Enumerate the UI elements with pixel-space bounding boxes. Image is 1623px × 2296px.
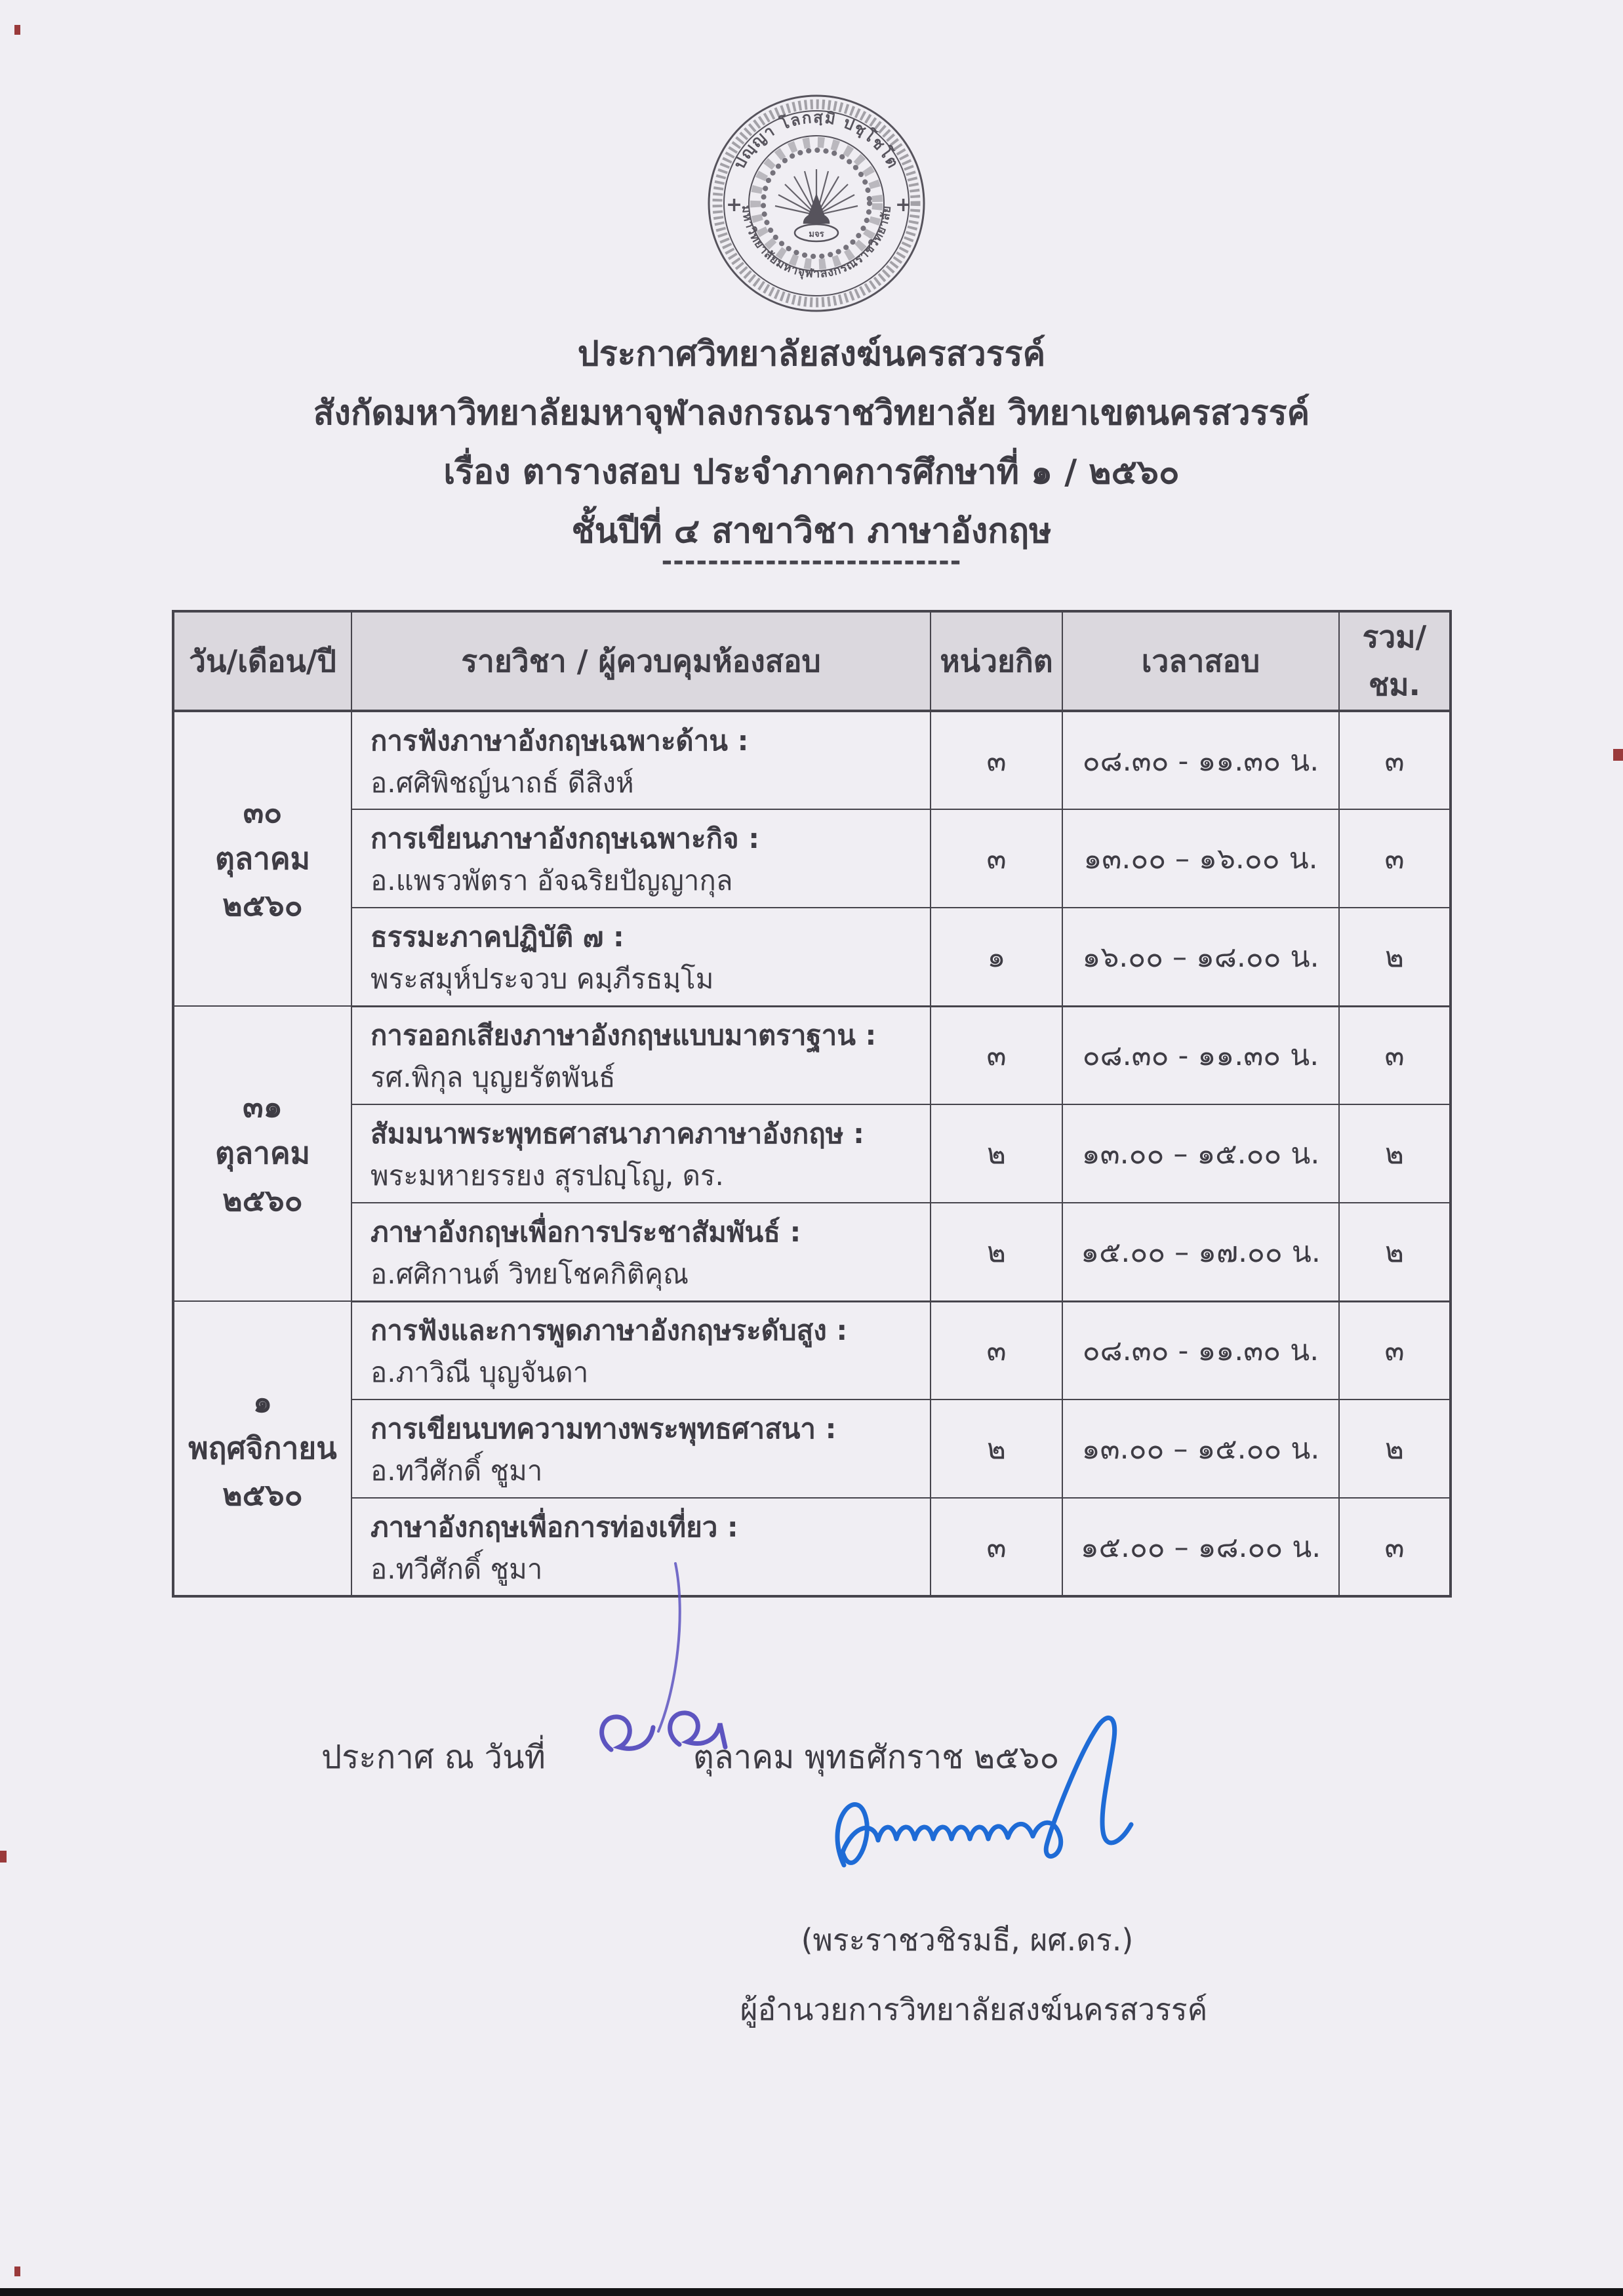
table-row (173, 1301, 1451, 1400)
credits-cell: ๒ (931, 1104, 1062, 1203)
exam-date-cell (173, 1301, 351, 1596)
total-hours-cell: ๓ (1339, 809, 1451, 908)
credits-cell: ๒ (931, 1203, 1062, 1301)
course-cell (351, 908, 931, 1006)
exam-time-cell: ๐๘.๓๐ - ๑๑.๓๐ น. (1062, 1006, 1339, 1104)
handwritten-numeral-2 (670, 1713, 725, 1747)
course-name: ภาษาอังกฤษเพื่อการท่องเที่ยว : (371, 1510, 738, 1543)
course-name: การเขียนภาษาอังกฤษเฉพาะกิจ : (371, 822, 760, 855)
course-cell (351, 809, 931, 908)
handwritten-numeral-1 (602, 1717, 653, 1750)
seal-left-cross-icon: + (726, 193, 743, 216)
instructor-name: อ.ภาวิณี บุญจันดา (371, 1356, 589, 1389)
seal-base-abbrev-text: มจร (809, 230, 824, 239)
scan-artifact-red-mark (14, 25, 20, 35)
exam-date-year: ๒๕๖๐ (222, 1182, 303, 1218)
course-cell (351, 1400, 931, 1498)
course-name: ธรรมะภาคปฏิบัติ ๗ : (371, 920, 624, 953)
exam-time-cell: ๐๘.๓๐ - ๑๑.๓๐ น. (1062, 1301, 1339, 1400)
instructor-name: อ.ศศิกานต์ วิทยโชคกิติคุณ (371, 1257, 689, 1290)
instructor-name: อ.ทวีศักดิ์ ชูมา (371, 1455, 543, 1487)
handwriting-pen-tail (658, 1563, 680, 1731)
instructor-name: รศ.พิกุล บุญยรัตพันธ์ (371, 1061, 616, 1094)
total-hours-cell: ๓ (1339, 1498, 1451, 1596)
total-hours-cell: ๓ (1339, 1006, 1451, 1104)
total-hours-cell: ๒ (1339, 908, 1451, 1006)
credits-cell: ๓ (931, 711, 1062, 809)
instructor-name: พระสมุห์ประจวบ คมฺภีรธมฺโม (371, 962, 714, 995)
course-name: การฟังและการพูดภาษาอังกฤษระดับสูง : (371, 1314, 848, 1347)
exam-date-year: ๒๕๖๐ (222, 887, 303, 923)
instructor-name: พระมหายรรยง สุรปญฺโญ, ดร. (371, 1159, 724, 1192)
seal-right-cross-icon: + (895, 193, 912, 216)
table-row (173, 908, 1451, 1006)
exam-date-month: ตุลาคม (215, 1135, 310, 1171)
table-header-credits: หน่วยกิต (931, 611, 1062, 711)
course-cell (351, 1006, 931, 1104)
exam-date-day: ๓๑ (243, 1089, 283, 1125)
signer-position: ผู้อำนวยการวิทยาลัยสงฆ์นครสวรรค์ (740, 1992, 1208, 2027)
scan-bottom-edge (0, 2288, 1623, 2296)
scan-artifact-red-mark (1613, 749, 1623, 761)
course-name: การเขียนบทความทางพระพุทธศาสนา : (371, 1413, 837, 1445)
title-separator-dashes: -------------------------- (661, 546, 962, 576)
document-title-line-1: ประกาศวิทยาลัยสงฆ์นครสวรรค์ (577, 334, 1046, 374)
course-name: การฟังภาษาอังกฤษเฉพาะด้าน : (371, 724, 749, 757)
table-header-row (173, 611, 1451, 711)
course-cell (351, 1301, 931, 1400)
document-title-line-2: สังกัดมหาวิทยาลัยมหาจุฬาลงกรณราชวิทยาลัย วิทยาเขตนครสวรรค์ (313, 393, 1310, 433)
credits-cell: ๑ (931, 908, 1062, 1006)
exam-date-month: พฤศจิกายน (188, 1430, 337, 1466)
table-row (173, 1203, 1451, 1301)
course-cell (351, 1104, 931, 1203)
exam-date-month: ตุลาคม (215, 840, 310, 876)
table-header-time: เวลาสอบ (1062, 611, 1339, 711)
table-row (173, 711, 1451, 809)
exam-schedule-table (172, 610, 1452, 1598)
credits-cell: ๒ (931, 1400, 1062, 1498)
course-cell (351, 1203, 931, 1301)
document-title-block (0, 325, 1623, 561)
announcement-prefix: ประกาศ ณ วันที่ (321, 1739, 546, 1776)
instructor-name: อ.ทวีศักดิ์ ชูมา (371, 1552, 543, 1585)
announcement-suffix: ตุลาคม พุทธศักราช ๒๕๖๐ (692, 1739, 1060, 1776)
exam-time-cell: ๑๕.๐๐ – ๑๗.๐๐ น. (1062, 1203, 1339, 1301)
credits-cell: ๓ (931, 809, 1062, 908)
instructor-name: อ.ศศิพิชญ์นาถธ์ ดีสิงห์ (371, 766, 634, 799)
total-hours-cell: ๒ (1339, 1104, 1451, 1203)
exam-date-day: ๓๐ (243, 794, 283, 830)
exam-date-day: ๑ (252, 1383, 273, 1419)
credits-cell: ๓ (931, 1498, 1062, 1596)
table-header-date: วัน/เดือน/ปี (173, 611, 351, 711)
total-hours-cell: ๓ (1339, 1301, 1451, 1400)
scan-artifact-red-mark (0, 1851, 7, 1863)
table-header-course: รายวิชา / ผู้ควบคุมห้องสอบ (351, 611, 931, 711)
document-title-line-4: ชั้นปีที่ ๔ สาขาวิชา ภาษาอังกฤษ (571, 512, 1052, 551)
table-row (173, 1498, 1451, 1596)
exam-time-cell: ๑๖.๐๐ – ๑๘.๐๐ น. (1062, 908, 1339, 1006)
signer-name: (พระราชวชิรมธี, ผศ.ดร.) (801, 1922, 1134, 1958)
signature-stroke (837, 1718, 1131, 1865)
credits-cell: ๓ (931, 1006, 1062, 1104)
exam-date-cell (173, 711, 351, 1006)
instructor-name: อ.แพรวพัตรา อัจฉริยปัญญากุล (371, 864, 733, 896)
director-signature (803, 1709, 1184, 1925)
seal-motto-text: ปญฺญา โลกสฺมิ ปชฺโชโต (730, 108, 903, 172)
course-name: ภาษาอังกฤษเพื่อการประชาสัมพันธ์ : (371, 1215, 801, 1248)
total-hours-cell: ๒ (1339, 1203, 1451, 1301)
exam-time-cell: ๐๘.๓๐ - ๑๑.๓๐ น. (1062, 711, 1339, 809)
table-row (173, 1006, 1451, 1104)
exam-time-cell: ๑๕.๐๐ – ๑๘.๐๐ น. (1062, 1498, 1339, 1596)
course-cell (351, 711, 931, 809)
exam-date-cell (173, 1006, 351, 1301)
exam-time-cell: ๑๓.๐๐ – ๑๖.๐๐ น. (1062, 809, 1339, 908)
total-hours-cell: ๓ (1339, 711, 1451, 809)
course-name: สัมมนาพระพุทธศาสนาภาคภาษาอังกฤษ : (371, 1118, 864, 1150)
credits-cell: ๓ (931, 1301, 1062, 1400)
table-header-total: รวม/ชม. (1339, 611, 1451, 711)
document-title-line-3: เรื่อง ตารางสอบ ประจำภาคการศึกษาที่ ๑ / ๒๕๖๐ (443, 453, 1180, 492)
exam-time-cell: ๑๓.๐๐ – ๑๕.๐๐ น. (1062, 1104, 1339, 1203)
exam-date-year: ๒๕๖๐ (222, 1477, 303, 1513)
seal-stupa-emblem (795, 195, 838, 241)
course-name: การออกเสียงภาษาอังกฤษแบบมาตราฐาน : (371, 1019, 877, 1052)
scan-artifact-red-mark (14, 2266, 20, 2276)
exam-time-cell: ๑๓.๐๐ – ๑๕.๐๐ น. (1062, 1400, 1339, 1498)
seal-university-name-text: มหาวิทยาลัยมหาจุฬาลงกรณราชวิทยาลัย (738, 205, 894, 281)
table-row (173, 1104, 1451, 1203)
table-row (173, 809, 1451, 908)
table-row (173, 1400, 1451, 1498)
handwritten-day-ink (577, 1556, 761, 1779)
university-seal (706, 93, 927, 313)
total-hours-cell: ๒ (1339, 1400, 1451, 1498)
